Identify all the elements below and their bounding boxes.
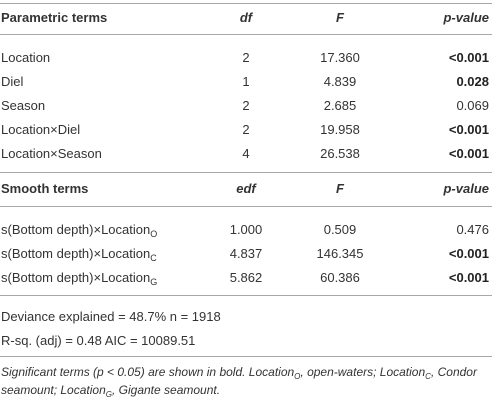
df-cell: 1 — [242, 74, 250, 89]
term-cell: Location×Diel — [1, 122, 81, 137]
term-cell: Location×Season — [1, 146, 102, 161]
footnote-text: , Condor seamount; Location — [1, 365, 477, 397]
footnote-subscript: G — [105, 390, 112, 399]
table-row — [0, 242, 492, 266]
p-value-cell: <0.001 — [448, 50, 489, 65]
table-row — [0, 94, 492, 118]
term-text: s(Bottom depth)×Location — [1, 246, 151, 261]
f-heading: F — [336, 10, 344, 25]
term-cell — [1, 218, 157, 242]
f-cell: 17.360 — [320, 50, 360, 65]
p-value-cell: <0.001 — [448, 270, 489, 285]
p-value-cell: <0.001 — [448, 246, 489, 261]
term-cell: Location — [1, 50, 51, 65]
f-heading: F — [336, 181, 344, 196]
footnote-subscript: O — [294, 372, 301, 381]
deviance-explained-line: Deviance explained = 48.7% n = 1918 — [1, 309, 221, 324]
top-rule — [0, 3, 492, 4]
header-rule — [0, 34, 492, 35]
f-cell: 2.685 — [323, 98, 357, 113]
parametric-header-row — [0, 6, 492, 30]
df-cell: 2 — [242, 50, 250, 65]
f-cell: 26.538 — [320, 146, 360, 161]
p-value-cell: 0.476 — [456, 222, 489, 237]
location-subscript: G — [150, 277, 158, 287]
table-row — [0, 266, 492, 290]
p-value-heading: p-value — [443, 181, 489, 196]
table-row — [0, 142, 492, 166]
term-cell — [1, 266, 157, 290]
f-cell: 60.386 — [320, 270, 360, 285]
table-row — [0, 218, 492, 242]
footnote-text: , Gigante seamount. — [111, 383, 221, 397]
p-value-cell: <0.001 — [448, 122, 489, 137]
stats-rule — [0, 295, 492, 296]
df-cell: 2 — [242, 98, 250, 113]
edf-cell: 4.837 — [229, 246, 263, 261]
smooth-header-row — [0, 177, 492, 201]
smooth-header-rule — [0, 206, 492, 207]
p-value-cell: 0.069 — [456, 98, 489, 113]
table-footnote — [1, 363, 489, 399]
p-value-heading: p-value — [443, 10, 489, 25]
footnote-subscript: C — [425, 372, 431, 381]
parametric-terms-heading: Parametric terms — [1, 10, 108, 25]
f-cell: 4.839 — [323, 74, 357, 89]
bottom-rule — [0, 356, 492, 357]
p-value-cell: 0.028 — [456, 74, 489, 89]
f-cell: 0.509 — [323, 222, 357, 237]
smooth-terms-heading: Smooth terms — [1, 181, 89, 196]
table-row — [0, 46, 492, 70]
p-value-cell: <0.001 — [448, 146, 489, 161]
term-cell — [1, 242, 157, 266]
location-subscript: C — [150, 253, 157, 263]
r-squared-aic-line: R-sq. (adj) = 0.48 AIC = 10089.51 — [1, 333, 196, 348]
df-cell: 4 — [242, 146, 250, 161]
term-cell: Season — [1, 98, 46, 113]
footnote-text: , open-waters; Location — [300, 365, 426, 379]
location-subscript: O — [150, 229, 158, 239]
term-text: s(Bottom depth)×Location — [1, 222, 151, 237]
term-text: s(Bottom depth)×Location — [1, 270, 151, 285]
edf-cell: 5.862 — [229, 270, 263, 285]
footnote-text: Significant terms (p < 0.05) are shown in bold. Location — [1, 365, 295, 379]
df-cell: 2 — [242, 122, 250, 137]
f-cell: 19.958 — [320, 122, 360, 137]
table-row — [0, 118, 492, 142]
section-rule — [0, 172, 492, 173]
table-row — [0, 70, 492, 94]
edf-heading: edf — [236, 181, 256, 196]
edf-cell: 1.000 — [229, 222, 263, 237]
df-heading: df — [239, 10, 253, 25]
term-cell: Diel — [1, 74, 24, 89]
f-cell: 146.345 — [316, 246, 364, 261]
